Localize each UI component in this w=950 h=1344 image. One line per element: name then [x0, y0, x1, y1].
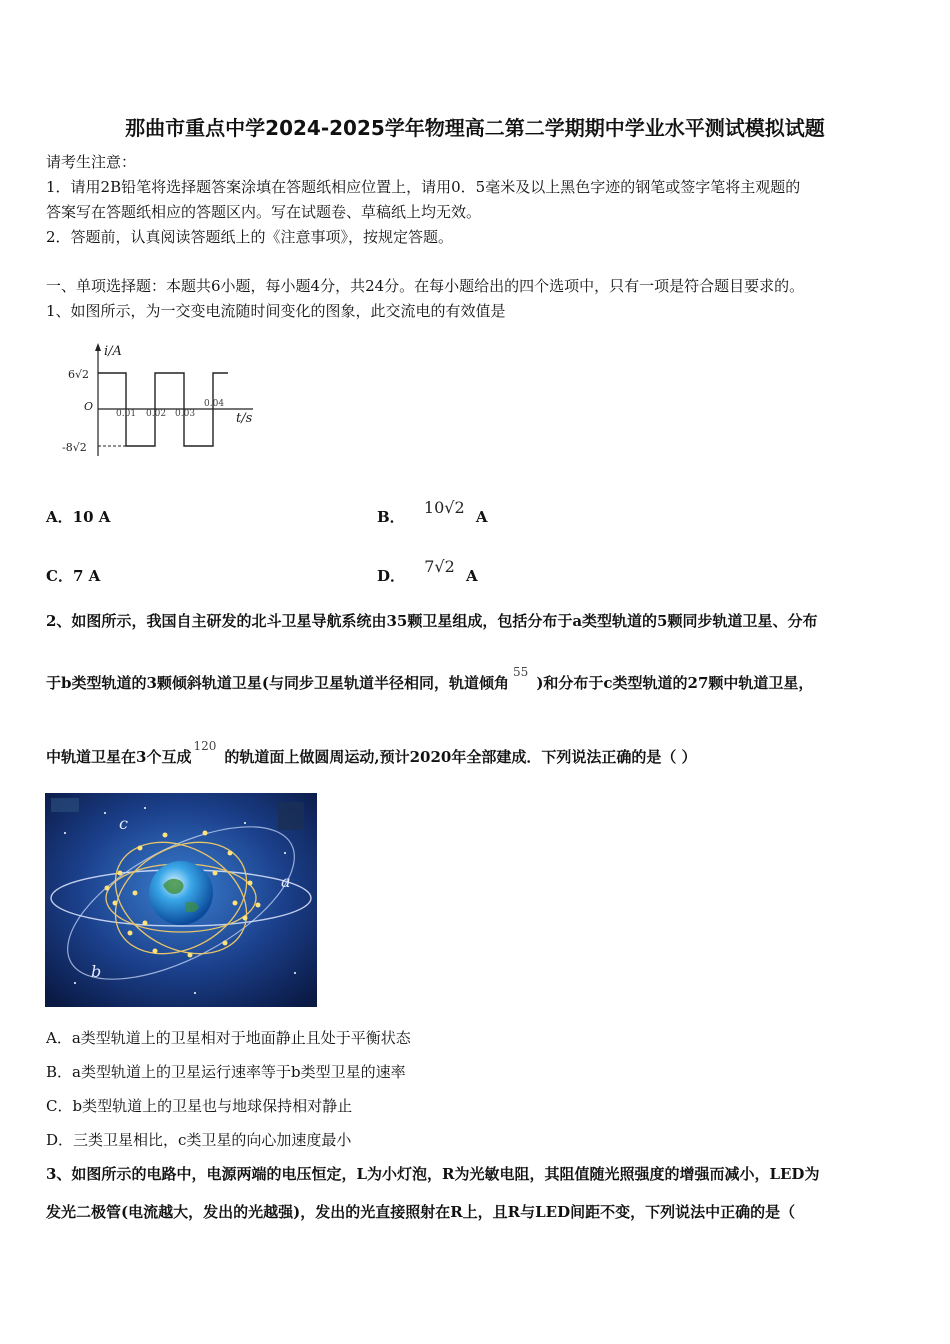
q1-option-d-value: 7√2 — [424, 557, 455, 576]
q2-line-2-post: )和分布于c类型轨道的27颗中轨道卫星， — [536, 674, 814, 692]
q2-line-2-pre: 于b类型轨道的3颗倾斜轨道卫星(与同步卫星轨道半径相同，轨道倾角 — [46, 674, 510, 692]
q1-option-b[interactable] — [377, 498, 488, 527]
q2-line-3-post: 的轨道面上做圆周运动,预计2020年全部建成．下列说法正确的是（ ） — [224, 748, 697, 766]
q1-option-d-unit: A — [466, 567, 478, 585]
orbit-label-a: a — [281, 872, 291, 891]
y-bottom-label: -8√2 — [62, 441, 87, 454]
y-axis-arrow — [95, 343, 101, 351]
question-2-line-1: 2、如图所示，我国自主研发的北斗卫星导航系统由35颗卫星组成，包括分布于a类型轨道的5颗同步轨道卫星、分布 — [46, 612, 818, 630]
angle-120: 120 — [193, 739, 217, 753]
q2-option-c[interactable]: C．b类型轨道上的卫星也与地球保持相对静止 — [46, 1097, 353, 1115]
q1-option-d-label: D． — [377, 567, 406, 585]
notice-item-2: 2．答题前，认真阅读答题纸上的《注意事项》，按规定答题。 — [46, 228, 454, 246]
q2-option-b[interactable]: B．a类型轨道上的卫星运行速率等于b类型卫星的速率 — [46, 1063, 406, 1081]
question-1-stem: 1、如图所示，为一交变电流随时间变化的图象，此交流电的有效值是 — [46, 302, 506, 320]
q2-option-d[interactable]: D．三类卫星相比，c类卫星的向心加速度最小 — [46, 1131, 352, 1149]
origin-label: O — [84, 400, 94, 413]
angle-55: 55 — [513, 665, 529, 679]
page-title: 那曲市重点中学2024-2025学年物理高二第二学期期中学业水平测试模拟试题 — [125, 116, 825, 140]
orbit-label-c: c — [119, 814, 128, 833]
question-3-line-2: 发光二极管(电流越大，发出的光越强)，发出的光直接照射在R上，且R与LED间距不变，下列说法中正确的是（ — [46, 1203, 796, 1221]
q1-option-b-value: 10√2 — [423, 498, 465, 517]
beidou-satellite-orbits-image — [45, 793, 317, 1007]
question-2-line-3 — [46, 739, 697, 768]
q2-line-3-pre: 中轨道卫星在3个互成 — [46, 748, 192, 766]
orbit-label-b: b — [91, 962, 102, 981]
tick-0.02: 0.02 — [146, 409, 167, 419]
corner-mark-left — [51, 798, 79, 812]
tick-0.03: 0.03 — [175, 409, 196, 419]
tick-0.01: 0.01 — [116, 409, 137, 419]
x-axis-label: t/s — [236, 411, 253, 426]
notice-heading: 请考生注意： — [46, 153, 137, 171]
tick-0.04: 0.04 — [204, 399, 225, 409]
q1-option-c[interactable]: C．7 A — [46, 567, 101, 585]
notice-item-1-cont: 答案写在答题纸相应的答题区内。写在试题卷、草稿纸上均无效。 — [46, 203, 482, 221]
question-3-line-1: 3、如图所示的电路中，电源两端的电压恒定，L为小灯泡，R为光敏电阻，其阻值随光照强度的增强而减小，LED为 — [46, 1165, 820, 1183]
earth — [149, 861, 213, 925]
q1-option-b-unit: A — [475, 508, 488, 526]
q2-option-a[interactable]: A．a类型轨道上的卫星相对于地面静止且处于平衡状态 — [46, 1029, 411, 1047]
q1-option-b-label: B． — [377, 508, 405, 526]
corner-mark-right — [278, 802, 304, 830]
y-top-label: 6√2 — [68, 368, 90, 381]
notice-item-1: 1．请用2B铅笔将选择题答案涂填在答题纸相应位置上，请用0．5毫米及以上黑色字迹的钢笔或签字笔将主观题的 — [46, 178, 801, 196]
section-1-heading: 一、单项选择题：本题共6小题，每小题4分，共24分。在每小题给出的四个选项中，只有一项是符合题目要求的。 — [46, 277, 805, 295]
current-time-graph — [58, 338, 258, 458]
y-axis-label: i/A — [104, 344, 122, 359]
question-2-line-2 — [46, 665, 814, 694]
q1-option-d[interactable] — [377, 557, 478, 586]
q1-option-a[interactable]: A．10 A — [46, 508, 111, 526]
